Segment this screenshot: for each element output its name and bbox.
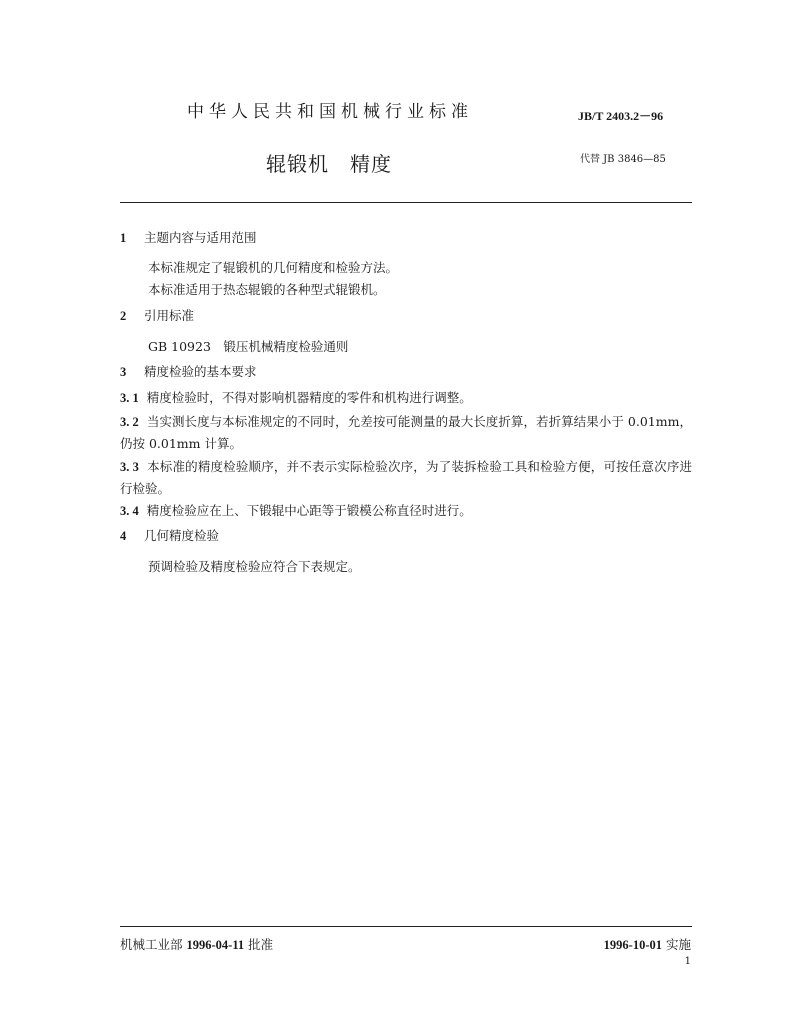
effective-date: 1996-10-01 bbox=[603, 938, 662, 952]
section-title: 精度检验的基本要求 bbox=[144, 364, 257, 379]
clause-3-2 bbox=[120, 411, 692, 454]
approve-date: 1996-04-11 bbox=[186, 938, 245, 952]
header-divider bbox=[120, 202, 692, 203]
clause-text: 本标准的精度检验顺序，并不表示实际检验次序，为了装拆检验工具和检验方便，可按任意次序进行检验。 bbox=[120, 459, 692, 496]
section-3-heading bbox=[120, 362, 257, 382]
section-2-line-1: GB 10923 锻压机械精度检验通则 bbox=[148, 339, 349, 354]
section-2-heading bbox=[120, 306, 194, 326]
effective-label: 实施 bbox=[665, 937, 691, 952]
section-number: 2 bbox=[120, 309, 127, 323]
clause-number: 3. 1 bbox=[120, 391, 139, 405]
section-4-heading bbox=[120, 526, 219, 546]
replaces-note: 代替 JB 3846—85 bbox=[580, 154, 666, 165]
page-number: 1 bbox=[684, 956, 691, 967]
clause-text: 当实测长度与本标准规定的不同时，允差按可能测量的最大长度折算，若折算结果小于 0.01mm，仍按 0.01mm 计算。 bbox=[120, 414, 693, 451]
section-title: 引用标准 bbox=[144, 308, 195, 323]
approver: 机械工业部 bbox=[120, 937, 183, 952]
document-title: 辊锻机 精度 bbox=[266, 152, 392, 176]
standard-number: JB/T 2403.2－96 bbox=[578, 109, 664, 123]
effective-info bbox=[604, 935, 691, 953]
approval-info bbox=[120, 935, 273, 953]
section-title: 几何精度检验 bbox=[144, 528, 220, 543]
clause-3-3 bbox=[120, 456, 692, 499]
clause-text: 精度检验应在上、下锻辊中心距等于锻模公称直径时进行。 bbox=[146, 503, 472, 518]
clause-3-1 bbox=[120, 387, 692, 409]
approve-label: 批准 bbox=[248, 937, 274, 952]
section-1-heading bbox=[120, 228, 257, 248]
section-number: 3 bbox=[120, 365, 127, 379]
clause-number: 3. 2 bbox=[120, 415, 139, 429]
section-1-line-1: 本标准规定了辊锻机的几何精度和检验方法。 bbox=[148, 260, 399, 275]
clause-number: 3. 4 bbox=[120, 504, 139, 518]
clause-3-4 bbox=[120, 500, 692, 522]
section-1-line-2: 本标准适用于热态辊锻的各种型式辊锻机。 bbox=[148, 282, 386, 297]
section-number: 1 bbox=[120, 231, 127, 245]
issuing-authority: 中华人民共和国机械行业标准 bbox=[187, 102, 473, 122]
clause-text: 精度检验时，不得对影响机器精度的零件和机构进行调整。 bbox=[146, 390, 472, 405]
footer-divider bbox=[120, 926, 692, 927]
section-title: 主题内容与适用范围 bbox=[144, 230, 257, 245]
clause-number: 3. 3 bbox=[120, 460, 139, 474]
section-number: 4 bbox=[120, 529, 127, 543]
section-4-line-1: 预调检验及精度检验应符合下表规定。 bbox=[148, 559, 361, 574]
